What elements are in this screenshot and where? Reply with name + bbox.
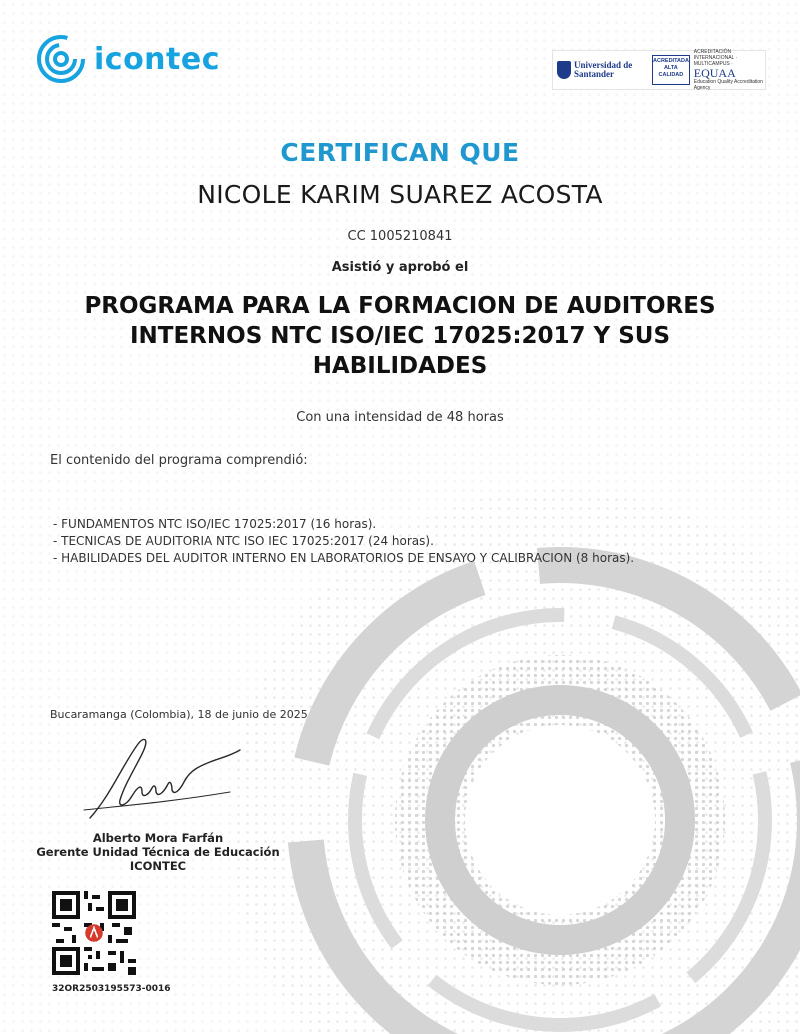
icontec-logo-icon [36,34,86,84]
signer-block [12,831,304,873]
signer-role: Gerente Unidad Técnica de Educación ICONTEC [36,845,280,873]
attended-text: Asistió y aprobó el [331,260,469,275]
partner-logos [552,50,766,90]
verification-code: 32OR2503195573-0016 [52,984,171,994]
university-name: Universidad de Santander [574,60,633,79]
equaa-name: EQUAA [693,66,736,80]
equaa-international: ACREDITACIÓN INTERNACIONAL · MULTICAMPUS · [693,49,738,67]
module-item: - FUNDAMENTOS NTC ISO/IEC 17025:2017 (16 horas). [53,517,377,531]
university-logo [553,61,648,79]
place-date: Bucaramanga (Colombia), 18 de junio de 2025 [50,708,308,721]
signer-name: Alberto Mora Farfán [92,831,224,845]
qr-code-icon[interactable] [52,891,136,975]
recipient-name: NICOLE KARIM SUAREZ ACOSTA [197,180,603,209]
icontec-brand [36,34,220,84]
program-title: PROGRAMA PARA LA FORMACION DE AUDITORES INTERNOS NTC ISO/IEC 17025:2017 Y SUS HABILIDADES [84,293,716,379]
content-label: El contenido del programa comprendió: [50,453,308,468]
equaa-logo [694,49,765,91]
equaa-subtitle: Education Quality Accreditation Agency [693,79,763,91]
module-list [53,516,634,567]
certificate-heading: CERTIFICAN QUE [280,138,520,167]
recipient-id: CC 1005210841 [347,229,453,244]
university-shield-icon [557,61,571,79]
module-item: - TECNICAS DE AUDITORIA NTC ISO IEC 17025:2017 (24 horas). [53,534,434,548]
accreditation-badge: ACREDITADA ALTA CALIDAD [652,55,690,85]
module-item: - HABILIDADES DEL AUDITOR INTERNO EN LABORATORIOS DE ENSAYO Y CALIBRACION (8 horas). [53,551,635,565]
program-intensity: Con una intensidad de 48 horas [296,410,504,425]
signature-icon [80,726,250,826]
brand-name: icontec [94,41,221,77]
